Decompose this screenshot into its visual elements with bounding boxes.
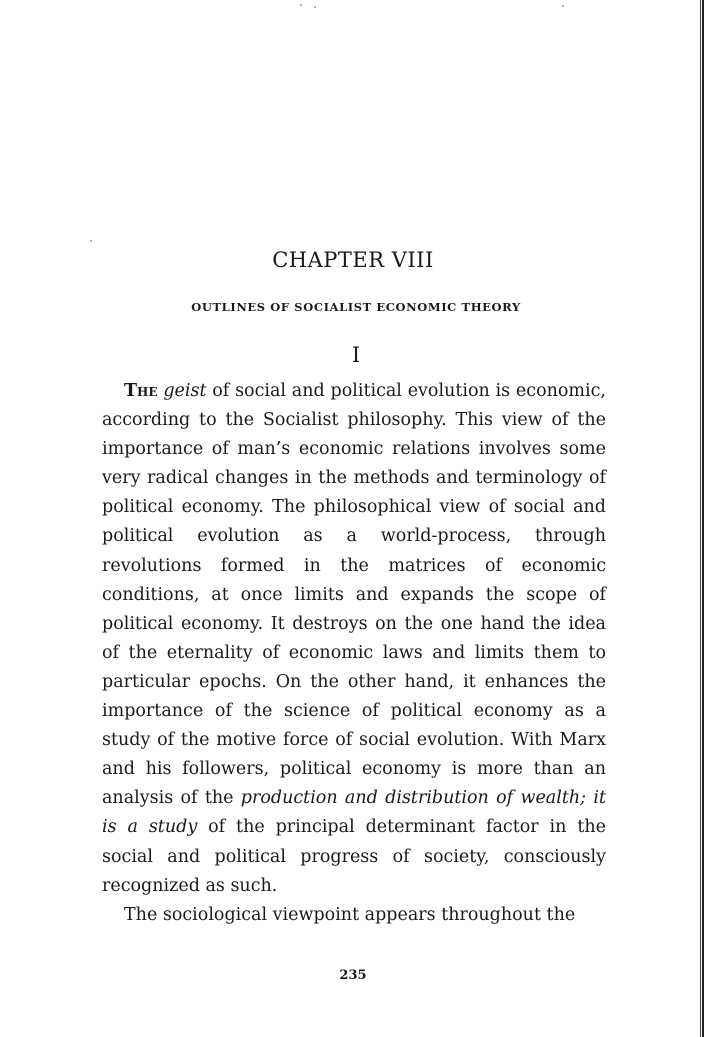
paragraph-2: The sociological viewpoint appears throughout the: [124, 904, 576, 925]
geist-italic: geist: [163, 381, 207, 401]
paragraph-1-italic: production and distribution of wealth; it is a study: [102, 788, 606, 838]
paragraph-1-text-b: of the principal determinant factor in the social and political progress of society, consciously recognized as such.: [102, 817, 606, 896]
scan-speck: [300, 4, 302, 6]
chapter-subtitle: OUTLINES OF SOCIALIST ECONOMIC THEORY: [191, 300, 521, 314]
paragraph-1: [102, 377, 606, 901]
chapter-title: CHAPTER VIII: [272, 248, 434, 272]
scan-speck: [90, 240, 92, 242]
page-number: 235: [339, 968, 367, 983]
scan-speck: [314, 6, 316, 8]
section-number: I: [351, 343, 361, 367]
page-edge: [700, 0, 704, 1037]
body-text: [102, 377, 606, 930]
paragraph-1-text-a: of social and political evolution is economic, according to the Socialist philosophy. This view of the importance of man’s economic relations involves some very radical changes in the methods and terminology of political economy. The philosophical view of social and political evolution as a world-process, through revolutions formed in the matrices of economic conditions, at once limits and expands the scope of political economy. It destroys on the one hand the idea of the eternality of economic laws and limits them to particular epochs. On the other hand, it enhances the importance of the science of political economy as a study of the motive force of social evolution. With Marx and his followers, political economy is more than an analysis of the: [102, 381, 606, 809]
paragraph-lead-word: The: [124, 381, 158, 401]
scan-speck: [562, 5, 564, 7]
